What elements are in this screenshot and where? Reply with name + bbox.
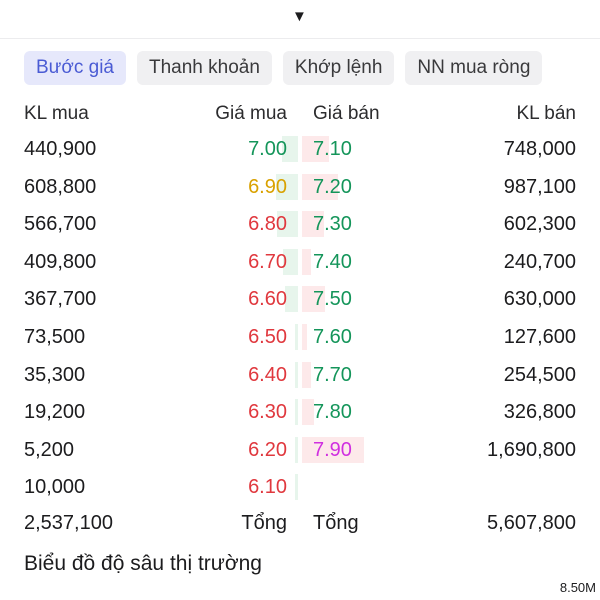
order-row[interactable]	[0, 360, 600, 390]
tab-thanh-khoan[interactable]: Thanh khoản	[137, 51, 272, 85]
buy-price: 6.90	[248, 175, 287, 198]
sell-depth-bar	[302, 249, 311, 275]
header-sell-price: Giá bán	[313, 103, 380, 124]
buy-volume: 35,300	[24, 363, 86, 386]
order-row[interactable]	[0, 472, 600, 502]
tab-nn-mua-rong[interactable]: NN mua ròng	[405, 51, 542, 85]
buy-volume: 440,900	[24, 138, 97, 160]
buy-depth-bar	[295, 399, 298, 425]
sell-depth-bar	[302, 362, 311, 388]
depth-chart-axis-max: 8.50M	[559, 580, 596, 595]
totals-row	[0, 508, 600, 538]
sell-price: 7.70	[313, 363, 352, 386]
buy-depth-bar	[295, 437, 298, 463]
sell-depth-bar	[302, 324, 307, 350]
buy-volume: 409,800	[24, 250, 97, 273]
header-sell-volume: KL bán	[516, 103, 576, 124]
order-row[interactable]	[0, 397, 600, 427]
sell-price: 7.50	[313, 288, 352, 311]
sell-volume: 602,300	[503, 213, 576, 236]
order-row[interactable]	[0, 435, 600, 465]
tab-bar	[24, 51, 542, 85]
buy-volume: 608,800	[24, 175, 97, 198]
sell-price: 7.40	[313, 250, 352, 273]
buy-price: 6.50	[248, 326, 287, 348]
sell-volume: 1,690,800	[487, 438, 576, 461]
buy-volume: 566,700	[24, 213, 97, 236]
tab-buoc-gia[interactable]: Bước giá	[24, 51, 126, 85]
sell-price: 7.60	[313, 326, 352, 348]
sell-price: 7.20	[313, 175, 352, 198]
order-row[interactable]	[0, 284, 600, 314]
order-row[interactable]	[0, 322, 600, 352]
buy-volume: 5,200	[24, 438, 75, 461]
buy-price: 6.70	[248, 250, 287, 273]
buy-volume: 10,000	[24, 476, 86, 499]
sell-price: 7.10	[313, 138, 352, 160]
buy-price: 7.00	[248, 138, 287, 160]
total-buy-volume: 2,537,100	[24, 512, 113, 534]
buy-depth-bar	[295, 324, 298, 350]
total-sell-volume: 5,607,800	[487, 512, 576, 534]
order-row[interactable]	[0, 209, 600, 239]
order-row[interactable]	[0, 134, 600, 164]
buy-volume: 367,700	[24, 288, 97, 311]
sell-volume: 254,500	[503, 363, 576, 386]
buy-volume: 19,200	[24, 401, 86, 424]
buy-price: 6.30	[248, 401, 287, 424]
top-bar	[0, 0, 600, 39]
header-buy-volume: KL mua	[24, 103, 89, 124]
buy-price: 6.20	[248, 438, 287, 461]
buy-depth-bar	[295, 474, 298, 500]
total-sell-label: Tổng	[313, 512, 359, 534]
order-row[interactable]	[0, 247, 600, 277]
buy-volume: 73,500	[24, 326, 86, 348]
buy-price: 6.10	[248, 476, 287, 499]
caret-down-icon[interactable]: ▼	[292, 8, 307, 25]
tab-khop-lenh[interactable]: Khớp lệnh	[283, 51, 394, 85]
order-row[interactable]	[0, 172, 600, 202]
sell-volume: 127,600	[503, 326, 576, 348]
buy-depth-bar	[295, 362, 298, 388]
depth-chart-title: Biểu đồ độ sâu thị trường	[24, 552, 262, 575]
sell-volume: 630,000	[503, 288, 576, 311]
buy-price: 6.80	[248, 213, 287, 236]
total-buy-label: Tổng	[241, 512, 287, 534]
header-buy-price: Giá mua	[215, 103, 287, 124]
sell-volume: 240,700	[503, 250, 576, 273]
sell-volume: 326,800	[503, 401, 576, 424]
buy-price: 6.40	[248, 363, 287, 386]
sell-volume: 987,100	[503, 175, 576, 198]
sell-price: 7.30	[313, 213, 352, 236]
sell-volume: 748,000	[503, 138, 576, 160]
sell-price: 7.80	[313, 401, 352, 424]
sell-price: 7.90	[313, 438, 352, 461]
buy-price: 6.60	[248, 288, 287, 311]
